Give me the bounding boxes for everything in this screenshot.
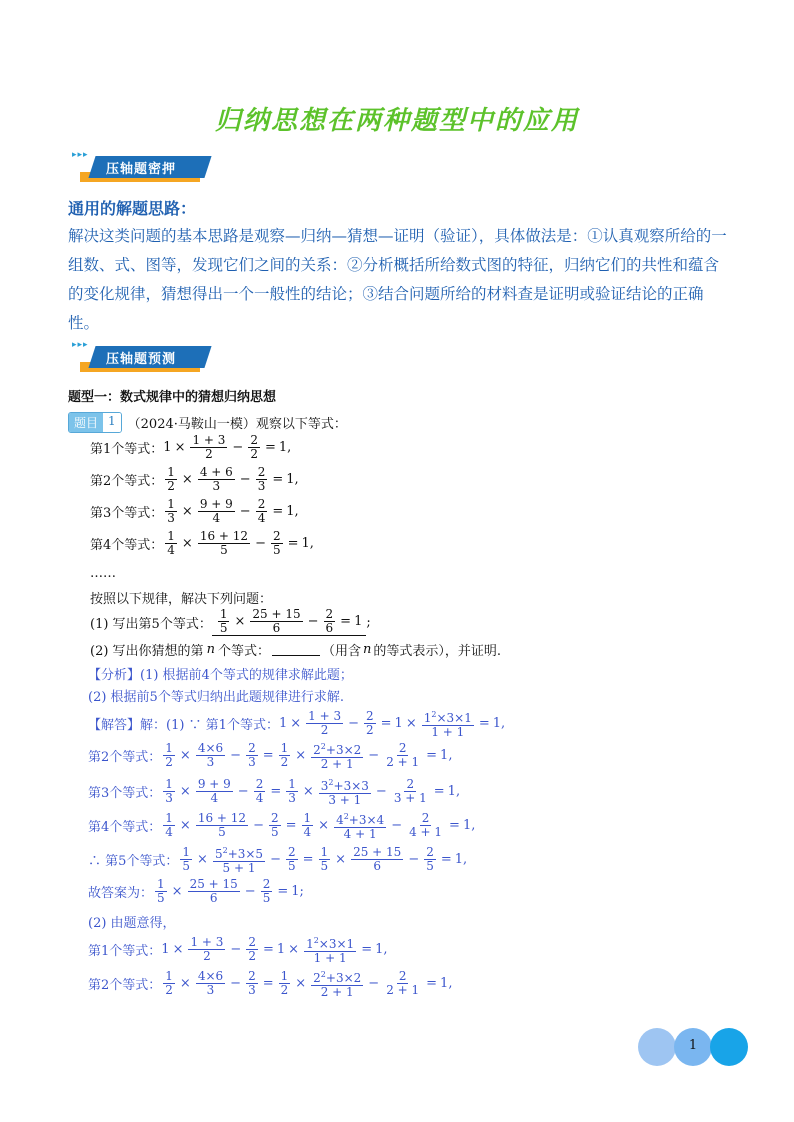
page-number: 1 [688,1038,698,1053]
analysis-2: (2) 根据前5个等式归纳出此题规律进行求解. [88,690,344,705]
instruction: 按照以下规律，解决下列问题： [90,592,273,607]
equation-4: 第4个等式： $\frac{1}{4}$ × $\frac{16 + 12}{5}$ − $\frac{2}{5}$ = 1, [90,529,314,557]
equation-3: 第3个等式： $\frac{1}{3}$ × $\frac{9 + 9}{4}$ − $\frac{2}{4}$ = 1, [90,497,299,525]
banner-label: 压轴题密押 [106,162,177,177]
page-title: 归纳思想在两种题型中的应用 [214,106,579,136]
solution-line-1: 【解答】解：(1) ∵ 第1个等式： 1 × $\frac{1 + 3}{2}$ − $\frac{2}{2}$ = 1 × $\frac{1^2\times 3\times 1}{1 + 1}$ = 1, [88,709,506,739]
answer-blank[interactable] [272,643,320,656]
circle-decoration [710,1028,748,1066]
ellipsis: …… [90,566,116,581]
circle-decoration [638,1028,676,1066]
arrow-dots-icon: ▸▸▸ [72,340,89,350]
arrow-dots-icon: ▸▸▸ [72,150,89,160]
analysis-1: 【分析】(1) 根据前4个等式的规律求解此题； [88,668,353,683]
equation-1: 第1个等式： 1 × $\frac{1 + 3}{2}$ − $\frac{2}{2}$ = 1, [90,433,292,461]
part-1: (1) 写出第5个等式： $\frac{1}{5}$ × $\frac{25 + 15}{6}$ − $\frac{2}{6}$ = 1 ; [90,607,371,635]
question-line [68,412,347,433]
section-banner-secret [72,150,212,184]
part-2: (2) 写出你猜想的第 n 个等式： （用含 n 的等式表示），并证明. [90,642,501,659]
answer-line: 故答案为： $\frac{1}{5}$ × $\frac{25 + 15}{6}$ − $\frac{2}{5}$ = 1; [88,877,304,905]
solution2-line-1: 第1个等式： 1 × $\frac{1 + 3}{2}$ − $\frac{2}{2}$ = 1 × $\frac{1^2\times 3\times 1}{1 + 1}$ = 1, [88,935,388,965]
solution-line-4: 第4个等式： $\frac{1}{4}$ × $\frac{16 + 12}{5}$ − $\frac{2}{5}$ = $\frac{1}{4}$ × $\frac{4^2+3\times 4}{4 + 1}$ − $\frac{2}{4 + 1}$ = 1, [88,811,476,841]
question-source: （2024·马鞍山一模）观察以下等式： [127,417,347,432]
general-heading: 通用的解题思路： [68,199,197,218]
solution-line-2: 第2个等式： $\frac{1}{2}$ × $\frac{4\times 6}{3}$ − $\frac{2}{3}$ = $\frac{1}{2}$ × $\frac{2^2+3\times 2}{2 + 1}$ − $\frac{2}{2 + 1}$ = 1, [88,741,453,771]
page-number-badge [638,1028,750,1066]
equation-2: 第2个等式： $\frac{1}{2}$ × $\frac{4 + 6}{3}$ − $\frac{2}{3}$ = 1, [90,465,299,493]
intro-paragraph: 解决这类问题的基本思路是观察—归纳—猜想—证明（验证），具体做法是：①认真观察所给的一组数、式、图等，发现它们之间的关系：②分析概括所给数式图的特征，归纳它们的共性和蕴含的变化规律，猜想得出一个一般性的结论；③结合问题所给的材料查是证明或验证结论的正确性。 [68,227,727,332]
solution2-line-2: 第2个等式： $\frac{1}{2}$ × $\frac{4\times 6}{3}$ − $\frac{2}{3}$ = $\frac{1}{2}$ × $\frac{2^2+3\times 2}{2 + 1}$ − $\frac{2}{2 + 1}$ = 1, [88,969,453,999]
part2-solution: (2) 由题意得， [88,916,176,931]
type-heading: 题型一：数式规律中的猜想归纳思想 [68,390,277,405]
section-banner-predict [72,340,212,374]
solution-line-5: ∴ 第5个等式： $\frac{1}{5}$ × $\frac{5^2+3\times 5}{5 + 1}$ − $\frac{2}{5}$ = $\frac{1}{5}$ × $\frac{25 + 15}{6}$ − $\frac{2}{5}$ = 1, [88,845,468,875]
solution-line-3: 第3个等式： $\frac{1}{3}$ × $\frac{9 + 9}{4}$ − $\frac{2}{4}$ = $\frac{1}{3}$ × $\frac{3^2+3\times 3}{3 + 1}$ − $\frac{2}{3 + 1}$ = 1, [88,777,461,807]
banner-label: 压轴题预测 [106,352,177,367]
question-tag: 题目 1 [68,412,122,433]
